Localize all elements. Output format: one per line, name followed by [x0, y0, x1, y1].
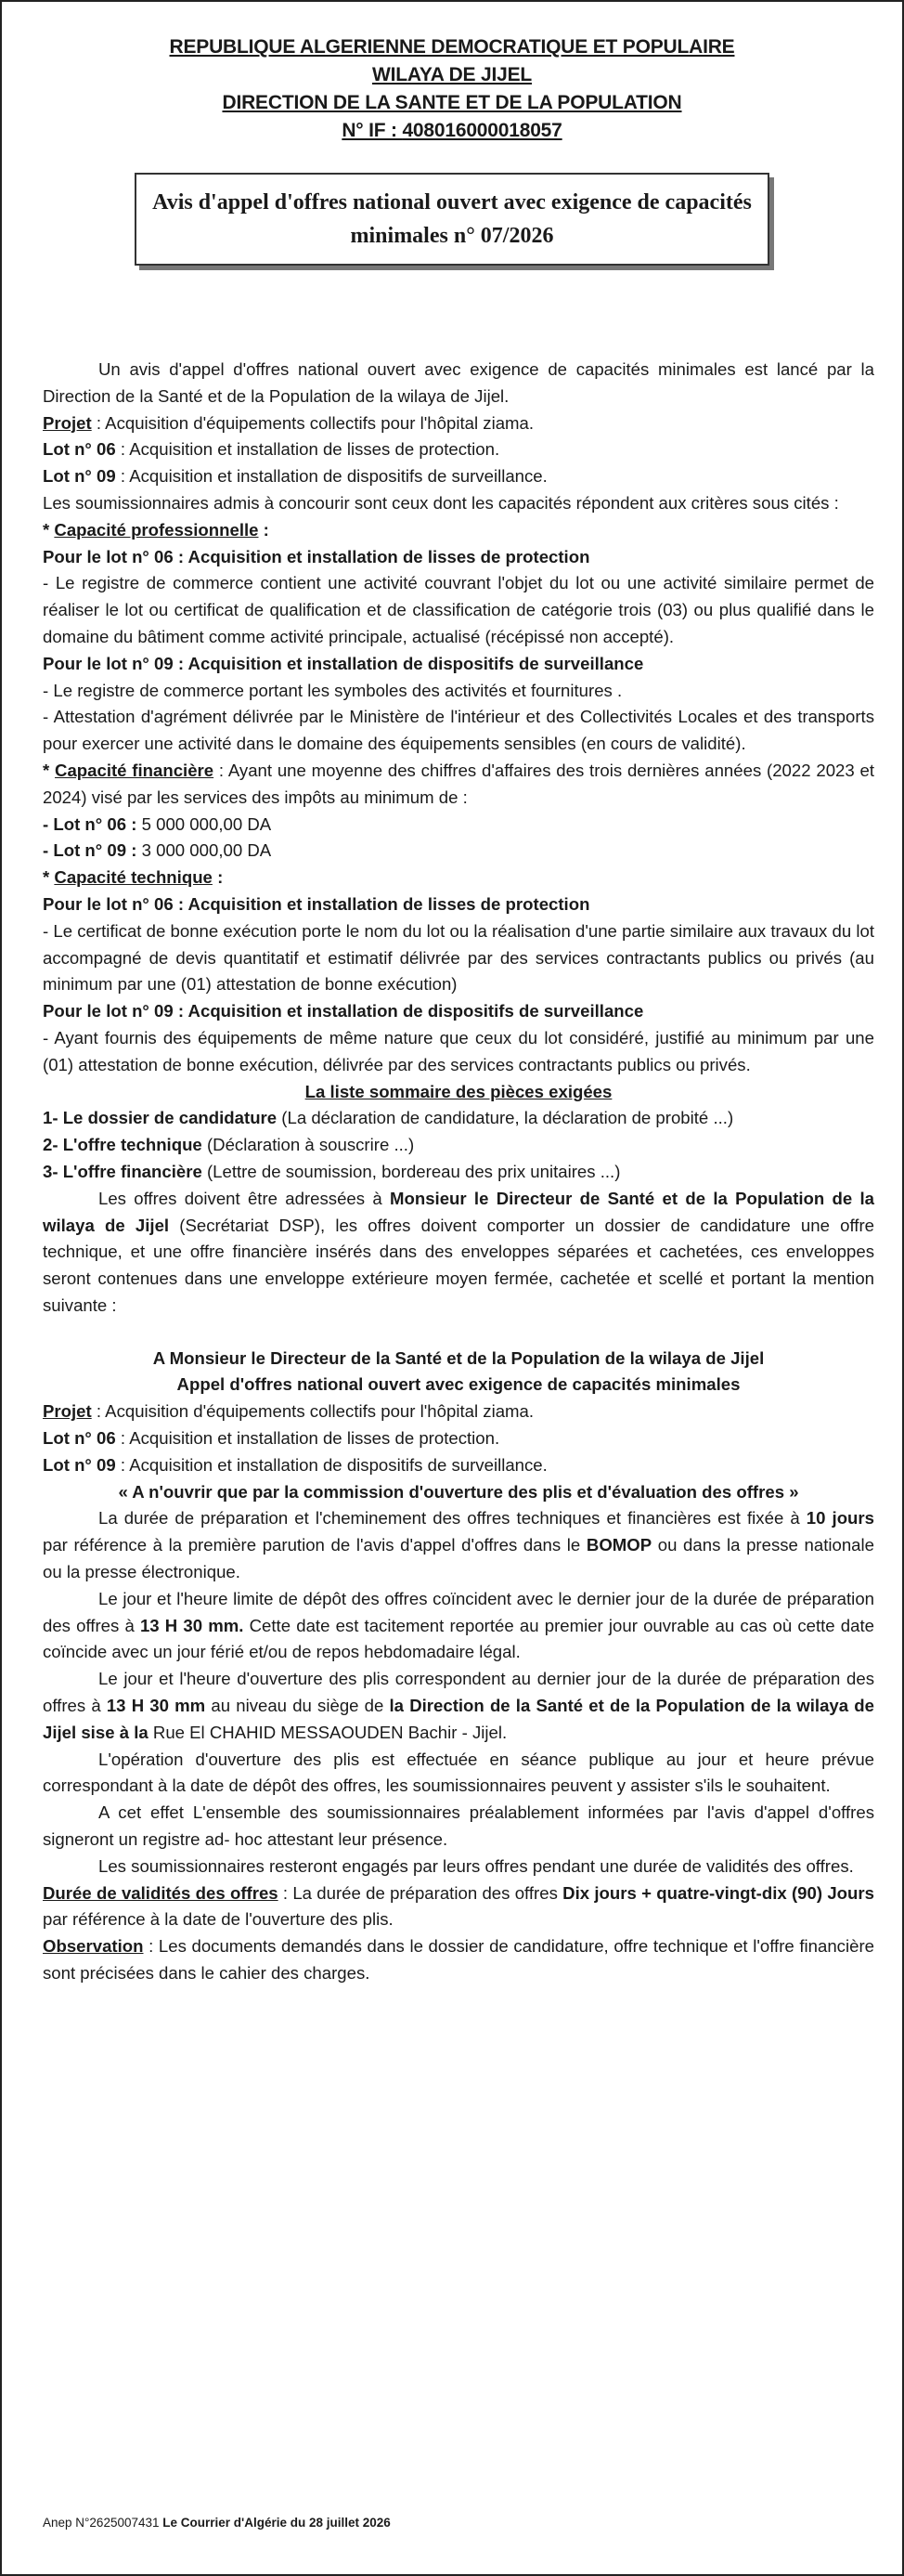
- projet-label-2: Projet: [43, 1401, 92, 1422]
- pieces-item-3: [43, 1159, 874, 1186]
- projet-text-2: : Acquisition d'équipements collectifs pour l'hôpital ziama.: [91, 1401, 535, 1422]
- validite-t1: : La durée de préparation des offres: [278, 1882, 563, 1903]
- cap-tech-lot06-heading: Pour le lot n° 06 : Acquisition et installation de lisses de protection: [43, 893, 590, 914]
- cap-fin-star: *: [43, 760, 56, 780]
- offres-b1: Monsieur le Directeur de Santé et de la Population de la wilaya de Jijel: [43, 1188, 874, 1235]
- journal-reference: Le Courrier d'Algérie du 28 juillet 2026: [162, 2516, 391, 2530]
- pieces-item-1-label: 1- Le dossier de candidature: [43, 1108, 278, 1128]
- duree-b1: 10 jours: [806, 1508, 874, 1529]
- projet-line-2: [43, 1399, 874, 1425]
- header-nif: [2, 117, 902, 145]
- pieces-item-1-text: (La déclaration de candidature, la déclaration de probité ...): [277, 1108, 734, 1128]
- mention-line: « A n'ouvrir que par la commission d'ouverture des plis et d'évaluation des offres »: [118, 1481, 799, 1502]
- cap-tech-lot09-text: - Ayant fournis des équipements de même nature que ceux du lot considéré, justifié au minimum par une (01) attestation de bonne exécution, délivrée par des services contractants publics ou privés.: [43, 1027, 874, 1074]
- validite-b1: Dix jours + quatre-vingt-dix (90) Jours: [562, 1882, 874, 1903]
- cap-pro-heading: [43, 517, 874, 544]
- cap-fin-lot09-label: - Lot n° 09 :: [43, 840, 142, 861]
- offres-t2: (Secrétariat DSP), les offres doivent comporter un dossier de candidature une offre technique, et une offre financière insérés dans des enveloppes séparées et cachetées, ces enveloppes seront contenues dans une enveloppe extérieure moyen fermée, cachetée et scellé et portant la mention suivante :: [43, 1215, 874, 1315]
- lot09-text-2: : Acquisition et installation de dispositifs de surveillance.: [115, 1454, 548, 1475]
- validite-paragraph: [43, 1880, 874, 1934]
- duree-t1: La durée de préparation et l'cheminement des offres techniques et financières est fixée à: [98, 1508, 807, 1529]
- address-line1: A Monsieur le Directeur de la Santé et de la Population de la wilaya de Jijel: [152, 1347, 765, 1368]
- depot-paragraph: [43, 1586, 874, 1666]
- cap-tech-label: Capacité technique: [54, 867, 213, 888]
- publication-footer: [43, 2516, 391, 2530]
- duree-t2: par référence à la première parution de l'avis d'appel d'offres dans le: [43, 1535, 587, 1555]
- nif-label: N° IF :: [342, 120, 403, 141]
- ouverture-b1: 13 H 30 mm: [106, 1696, 206, 1716]
- notice-title-box: [135, 173, 769, 266]
- pieces-item-2-text: (Déclaration à souscrire ...): [201, 1135, 415, 1155]
- cap-fin-lot09-value: 3 000 000,00 DA: [141, 840, 272, 861]
- depot-t2: Cette date est tacitement reportée au premier jour ouvrable au cas où cette date coïncide avec un jour férié et/ou de repos hebdomadaire légal.: [43, 1615, 874, 1662]
- lot06-text: : Acquisition et installation de lisses de protection.: [115, 439, 500, 460]
- cap-pro-lot09-text1: - Le registre de commerce portant les symboles des activités et fournitures .: [43, 680, 623, 700]
- cap-pro-lot06-heading: Pour le lot n° 06 : Acquisition et installation de lisses de protection: [43, 546, 590, 566]
- notice-page: [2, 2, 902, 2574]
- header-republic: REPUBLIQUE ALGERIENNE DEMOCRATIQUE ET POPULAIRE: [169, 36, 735, 58]
- lot06-label-2: Lot n° 06: [43, 1428, 116, 1449]
- duree-b2: BOMOP: [586, 1535, 652, 1555]
- cap-fin-label: Capacité financière: [55, 760, 214, 780]
- ouverture-t3: Rue El CHAHID MESSAOUDEN Bachir - Jijel.: [148, 1722, 508, 1742]
- notice-title-line2: minimales n° 07/2026: [350, 224, 554, 248]
- lot09-text: : Acquisition et installation de dispositifs de surveillance.: [115, 466, 548, 487]
- ouverture-b2: la Direction de la Santé et de la Population de la wilaya de Jijel sise à la: [43, 1696, 874, 1742]
- cap-pro-lot09-heading: Pour le lot n° 09 : Acquisition et installation de dispositifs de surveillance: [43, 653, 644, 673]
- observation-paragraph: [43, 1933, 874, 1987]
- cap-fin-text: : Ayant une moyenne des chiffres d'affaires des trois dernières années (2022 2023 et 2024) visé par les services des impôts au minimum de :: [43, 760, 874, 807]
- projet-text: : Acquisition d'équipements collectifs pour l'hôpital ziama.: [91, 412, 535, 433]
- duree-t3: ou dans la presse nationale ou la presse électronique.: [43, 1535, 874, 1582]
- pieces-item-3-text: (Lettre de soumission, bordereau des prix unitaires ...): [201, 1161, 621, 1181]
- lot06-text-2: : Acquisition et installation de lisses de protection.: [115, 1428, 500, 1449]
- lot09-label-2: Lot n° 09: [43, 1454, 116, 1475]
- duree-paragraph: [43, 1505, 874, 1585]
- pieces-item-2-label: 2- L'offre technique: [43, 1135, 202, 1155]
- cap-fin-paragraph: [43, 758, 874, 812]
- pieces-item-1: [43, 1105, 874, 1132]
- lot09-line: [43, 463, 874, 490]
- validite-t2: par référence à la date de l'ouverture des plis.: [43, 1909, 394, 1930]
- spacer: [43, 1320, 874, 1346]
- cap-pro-label: Capacité professionnelle: [54, 519, 259, 540]
- address-line2: Appel d'offres national ouvert avec exigence de capacités minimales: [176, 1374, 741, 1395]
- cap-pro-lot09-text2: - Attestation d'agrément délivrée par le Ministère de l'intérieur et des Collectivités Locales et des transports pour exercer une activité dans le domaine des équipements sensibles (en cours de validité).: [43, 707, 874, 754]
- anep-reference: Anep N°2625007431: [43, 2516, 163, 2530]
- depot-b1: 13 H 30 mm.: [139, 1615, 244, 1635]
- pieces-item-3-label: 3- L'offre financière: [43, 1161, 202, 1181]
- pieces-item-2: [43, 1132, 874, 1159]
- header-direction: DIRECTION DE LA SANTE ET DE LA POPULATION: [222, 92, 682, 113]
- cap-tech-lot06-text: - Le certificat de bonne exécution porte le nom du lot ou la réalisation d'une partie similaire aux travaux du lot accompagné de devis quantitatif et estimatif délivrée par des services contractants publics ou privés (au minimum par une (01) attestation de bonne exécution): [43, 920, 874, 995]
- ouverture-t2: au niveau du siège de: [205, 1696, 390, 1716]
- cap-tech-colon: :: [212, 867, 224, 888]
- offres-t1: Les offres doivent être adressées à: [98, 1188, 390, 1208]
- cap-pro-colon: :: [258, 519, 269, 540]
- projet-label: Projet: [43, 412, 92, 433]
- offres-paragraph: [43, 1186, 874, 1320]
- cap-tech-star: *: [43, 867, 55, 888]
- lot06-label: Lot n° 06: [43, 439, 116, 460]
- notice-title-line1: Avis d'appel d'offres national ouvert avec exigence de capacités: [152, 190, 752, 215]
- notice-body: [43, 357, 874, 1987]
- cap-tech-heading: [43, 865, 874, 891]
- ouverture-paragraph: [43, 1666, 874, 1746]
- intro-paragraph: Un avis d'appel d'offres national ouvert avec exigence de capacités minimales est lancé par la Direction de la Santé et de la Population de la wilaya de Jijel.: [43, 359, 874, 406]
- cap-pro-lot06-text: - Le registre de commerce contient une activité couvrant l'objet du lot ou une activité similaire permet de réaliser le lot ou certificat de qualification et de classification de catégorie trois (03) ou plus qualifié dans le domaine du bâtiment comme activité principale, actualisé (récépissé non accepté).: [43, 573, 874, 646]
- lot09-line-2: [43, 1452, 874, 1479]
- nif-value: 408016000018057: [402, 120, 562, 141]
- lot09-label: Lot n° 09: [43, 466, 116, 487]
- projet-line: [43, 410, 874, 437]
- depot-t1: Le jour et l'heure limite de dépôt des offres coïncident avec le dernier jour de la durée de préparation des offres à: [43, 1588, 874, 1635]
- registre-paragraph: A cet effet L'ensemble des soumissionnaires préalablement informées par l'avis d'appel d'offres signeront un registre ad- hoc attestant leur présence.: [43, 1802, 874, 1850]
- ouverture-t1: Le jour et l'heure d'ouverture des plis correspondent au dernier jour de la durée de préparation des offres à: [43, 1669, 874, 1716]
- lot06-line: [43, 436, 874, 463]
- seance-paragraph: L'opération d'ouverture des plis est effectuée en séance publique au jour et heure prévue correspondant à la date de dépôt des offres, les soumissionnaires peuvent y assister s'ils le souhaitent.: [43, 1749, 874, 1796]
- cap-fin-lot06-label: - Lot n° 06 :: [43, 813, 142, 834]
- cap-pro-star: *: [43, 519, 55, 540]
- validite-label: Durée de validités des offres: [43, 1882, 278, 1903]
- cap-fin-lot09: [43, 838, 874, 865]
- engages-paragraph: Les soumissionnaires resteront engagés par leurs offres pendant une durée de validités des offres.: [98, 1855, 854, 1876]
- cap-fin-lot06-value: 5 000 000,00 DA: [141, 813, 272, 834]
- cap-tech-lot09-heading: Pour le lot n° 09 : Acquisition et installation de dispositifs de surveillance: [43, 1001, 644, 1021]
- header-wilaya: WILAYA DE JIJEL: [371, 64, 533, 85]
- pieces-title: La liste sommaire des pièces exigées: [304, 1081, 613, 1101]
- observation-text: : Les documents demandés dans le dossier de candidature, offre technique et l'offre financière sont précisées dans le cahier des charges.: [43, 1936, 874, 1984]
- header: [2, 2, 902, 145]
- admis-paragraph: Les soumissionnaires admis à concourir sont ceux dont les capacités répondent aux critères sous cités :: [43, 492, 839, 513]
- observation-label: Observation: [43, 1936, 144, 1957]
- lot06-line-2: [43, 1425, 874, 1452]
- cap-fin-lot06: [43, 812, 874, 839]
